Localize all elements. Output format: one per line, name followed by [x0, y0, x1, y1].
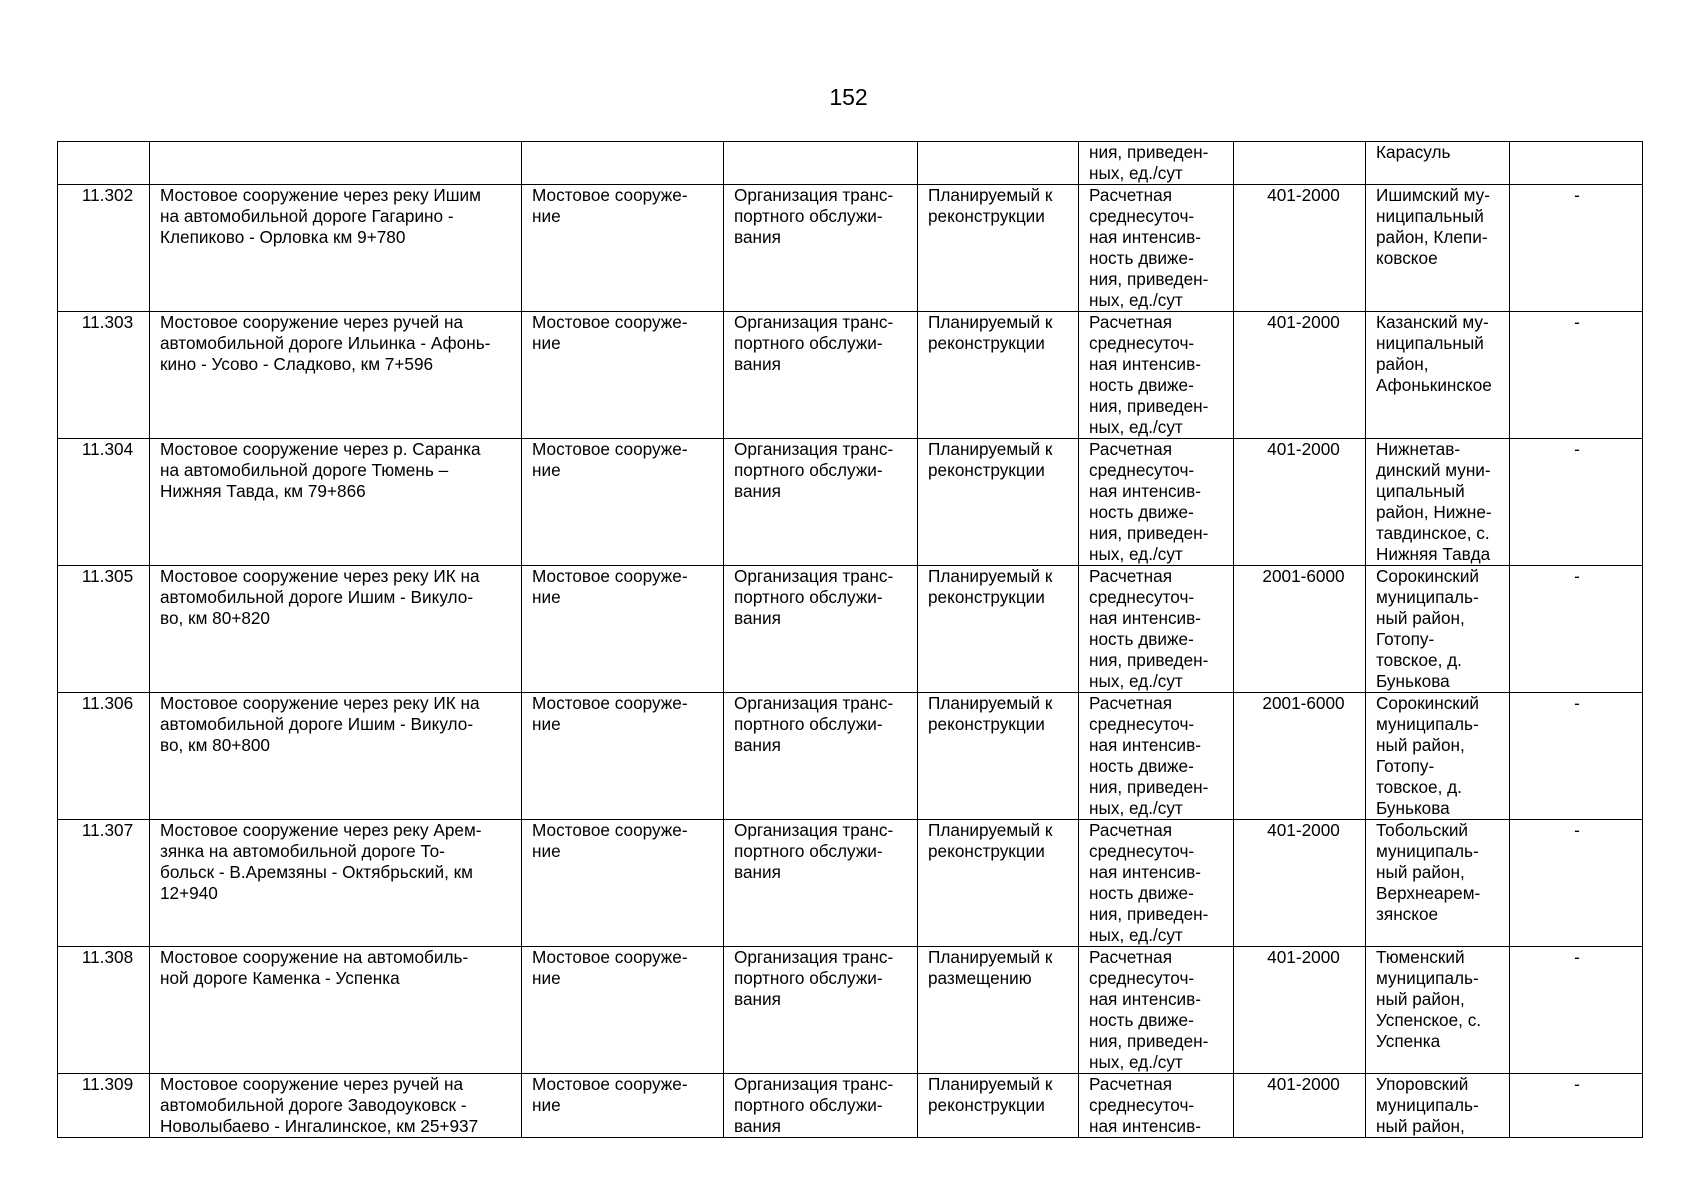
cell-id: 11.308: [58, 947, 150, 1074]
cell-note: -: [1510, 820, 1643, 947]
table-row: [58, 312, 1643, 439]
cell-name: Мостовое сооружение через реку ИК на автомобильной дороге Ишим - Викуло- во, км 80+800: [150, 693, 522, 820]
cell-type: Мостовое сооруже- ние: [522, 312, 724, 439]
cell-id: 11.305: [58, 566, 150, 693]
cell-purpose: Организация транс- портного обслужи- вания: [724, 693, 918, 820]
cell-note: -: [1510, 693, 1643, 820]
cell-status: Планируемый к реконструкции: [918, 693, 1079, 820]
table-row: [58, 693, 1643, 820]
cell-indicator: Расчетная среднесуточ- ная интенсив- ность движе- ния, приведен- ных, ед./сут: [1079, 185, 1234, 312]
cell-name: Мостовое сооружение через реку Ишим на автомобильной дороге Гагарино - Клепиково - Орловка км 9+780: [150, 185, 522, 312]
cell-purpose: Организация транс- портного обслужи- вания: [724, 439, 918, 566]
cell-indicator: Расчетная среднесуточ- ная интенсив- ность движе- ния, приведен- ных, ед./сут: [1079, 693, 1234, 820]
cell-indicator: Расчетная среднесуточ- ная интенсив- ность движе- ния, приведен- ных, ед./сут: [1079, 566, 1234, 693]
table-row: [58, 947, 1643, 1074]
cell-purpose: Организация транс- портного обслужи- вания: [724, 1074, 918, 1138]
cell-note: -: [1510, 312, 1643, 439]
cell-purpose: Организация транс- портного обслужи- вания: [724, 185, 918, 312]
cell-indicator: Расчетная среднесуточ- ная интенсив-: [1079, 1074, 1234, 1138]
cell-location: Упоровский муниципаль- ный район,: [1366, 1074, 1510, 1138]
cell-id: 11.304: [58, 439, 150, 566]
cell-value: 401-2000: [1234, 312, 1366, 439]
cell-type: [522, 142, 724, 185]
cell-name: Мостовое сооружение через реку ИК на автомобильной дороге Ишим - Викуло- во, км 80+820: [150, 566, 522, 693]
cell-name: [150, 142, 522, 185]
cell-id: 11.309: [58, 1074, 150, 1138]
objects-table: [57, 141, 1643, 1138]
cell-purpose: Организация транс- портного обслужи- вания: [724, 566, 918, 693]
cell-type: Мостовое сооруже- ние: [522, 947, 724, 1074]
cell-location: Тюменский муниципаль- ный район, Успенское, с. Успенка: [1366, 947, 1510, 1074]
cell-status: Планируемый к размещению: [918, 947, 1079, 1074]
cell-purpose: Организация транс- портного обслужи- вания: [724, 820, 918, 947]
cell-status: Планируемый к реконструкции: [918, 566, 1079, 693]
cell-purpose: Организация транс- портного обслужи- вания: [724, 312, 918, 439]
cell-type: Мостовое сооруже- ние: [522, 566, 724, 693]
cell-id: 11.307: [58, 820, 150, 947]
table-row: [58, 185, 1643, 312]
cell-status: Планируемый к реконструкции: [918, 439, 1079, 566]
cell-id: [58, 142, 150, 185]
cell-id: 11.303: [58, 312, 150, 439]
cell-purpose: Организация транс- портного обслужи- вания: [724, 947, 918, 1074]
cell-location: Ишимский му- ниципальный район, Клепи- ковское: [1366, 185, 1510, 312]
cell-value: 401-2000: [1234, 947, 1366, 1074]
cell-indicator: Расчетная среднесуточ- ная интенсив- ность движе- ния, приведен- ных, ед./сут: [1079, 820, 1234, 947]
cell-location: Казанский му- ниципальный район, Афонькинское: [1366, 312, 1510, 439]
cell-type: Мостовое сооруже- ние: [522, 1074, 724, 1138]
cell-indicator: Расчетная среднесуточ- ная интенсив- ность движе- ния, приведен- ных, ед./сут: [1079, 947, 1234, 1074]
cell-location: Нижнетав- динский муни- ципальный район, Нижне- тавдинское, с. Нижняя Тавда: [1366, 439, 1510, 566]
cell-value: 401-2000: [1234, 1074, 1366, 1138]
cell-name: Мостовое сооружение через реку Арем- зянка на автомобильной дороге То- больск - В.Аремзяны - Октябрьский, км 12+940: [150, 820, 522, 947]
cell-name: Мостовое сооружение на автомобиль- ной дороге Каменка - Успенка: [150, 947, 522, 1074]
table-row: [58, 439, 1643, 566]
cell-value: 401-2000: [1234, 185, 1366, 312]
cell-status: Планируемый к реконструкции: [918, 312, 1079, 439]
cell-note: -: [1510, 185, 1643, 312]
cell-note: -: [1510, 439, 1643, 566]
table-row-continued: [58, 142, 1643, 185]
cell-value: 2001-6000: [1234, 566, 1366, 693]
cell-note: -: [1510, 566, 1643, 693]
cell-value: 401-2000: [1234, 439, 1366, 566]
cell-name: Мостовое сооружение через ручей на автомобильной дороге Ильинка - Афонь- кино - Усово - Сладково, км 7+596: [150, 312, 522, 439]
cell-value: [1234, 142, 1366, 185]
cell-status: Планируемый к реконструкции: [918, 1074, 1079, 1138]
cell-name: Мостовое сооружение через ручей на автомобильной дороге Заводоуковск - Новолыбаево - Ингалинское, км 25+937: [150, 1074, 522, 1138]
cell-name: Мостовое сооружение через р. Саранка на автомобильной дороге Тюмень – Нижняя Тавда, км 79+866: [150, 439, 522, 566]
table-row: [58, 820, 1643, 947]
cell-id: 11.302: [58, 185, 150, 312]
cell-location: Сорокинский муниципаль- ный район, Готопу- товское, д. Бунькова: [1366, 566, 1510, 693]
cell-note: -: [1510, 947, 1643, 1074]
cell-indicator: ния, приведен- ных, ед./сут: [1079, 142, 1234, 185]
cell-purpose: [724, 142, 918, 185]
cell-value: 401-2000: [1234, 820, 1366, 947]
cell-note: -: [1510, 1074, 1643, 1138]
cell-indicator: Расчетная среднесуточ- ная интенсив- ность движе- ния, приведен- ных, ед./сут: [1079, 439, 1234, 566]
cell-location: Карасуль: [1366, 142, 1510, 185]
cell-value: 2001-6000: [1234, 693, 1366, 820]
cell-location: Сорокинский муниципаль- ный район, Готопу- товское, д. Бунькова: [1366, 693, 1510, 820]
table-row: [58, 1074, 1643, 1138]
cell-location: Тобольский муниципаль- ный район, Верхнеарем- зянское: [1366, 820, 1510, 947]
cell-type: Мостовое сооруже- ние: [522, 439, 724, 566]
cell-type: Мостовое сооруже- ние: [522, 185, 724, 312]
cell-status: Планируемый к реконструкции: [918, 820, 1079, 947]
cell-indicator: Расчетная среднесуточ- ная интенсив- ность движе- ния, приведен- ных, ед./сут: [1079, 312, 1234, 439]
table-row: [58, 566, 1643, 693]
cell-type: Мостовое сооруже- ние: [522, 693, 724, 820]
cell-type: Мостовое сооруже- ние: [522, 820, 724, 947]
cell-status: [918, 142, 1079, 185]
cell-note: [1510, 142, 1643, 185]
cell-status: Планируемый к реконструкции: [918, 185, 1079, 312]
page-number: 152: [829, 84, 868, 110]
cell-id: 11.306: [58, 693, 150, 820]
